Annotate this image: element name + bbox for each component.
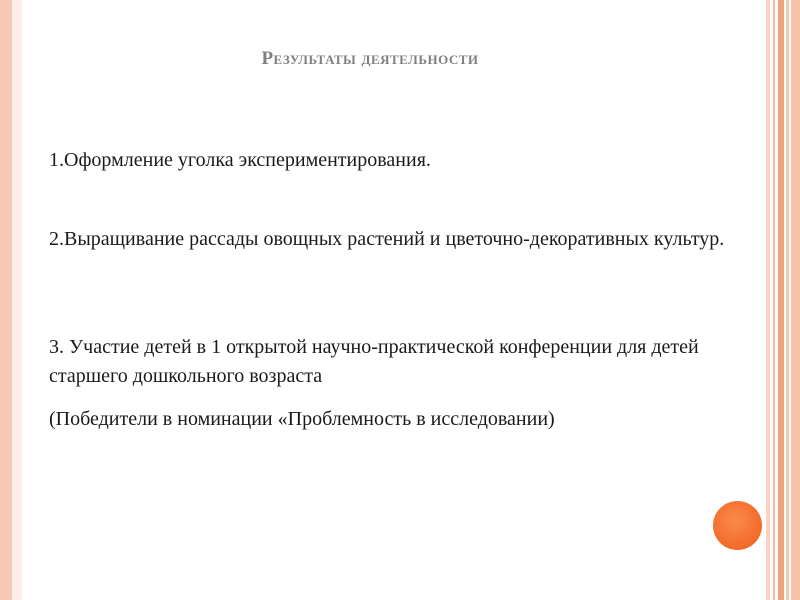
right-border-stripe xyxy=(791,0,800,600)
slide-title: Результаты деятельности xyxy=(261,48,479,69)
list-item: 3. Участие детей в 1 открытой научно-практической конференции для детей старшего дошкольного возраста xyxy=(49,336,699,387)
list-item: (Победители в номинации «Проблемность в исследовании) xyxy=(49,408,555,430)
left-border-inner-decoration xyxy=(12,0,22,600)
list-item: 1.Оформление уголка экспериментирования. xyxy=(49,149,431,171)
right-border-stripe xyxy=(786,0,789,600)
right-border-stripe xyxy=(778,0,784,600)
right-border-stripe xyxy=(773,0,775,600)
list-item: 2.Выращивание рассады овощных растений и цветочно-декоративных культур. xyxy=(49,228,725,250)
orange-circle-decoration xyxy=(713,501,762,550)
right-border-stripe xyxy=(766,0,770,600)
left-border-decoration xyxy=(0,0,12,600)
